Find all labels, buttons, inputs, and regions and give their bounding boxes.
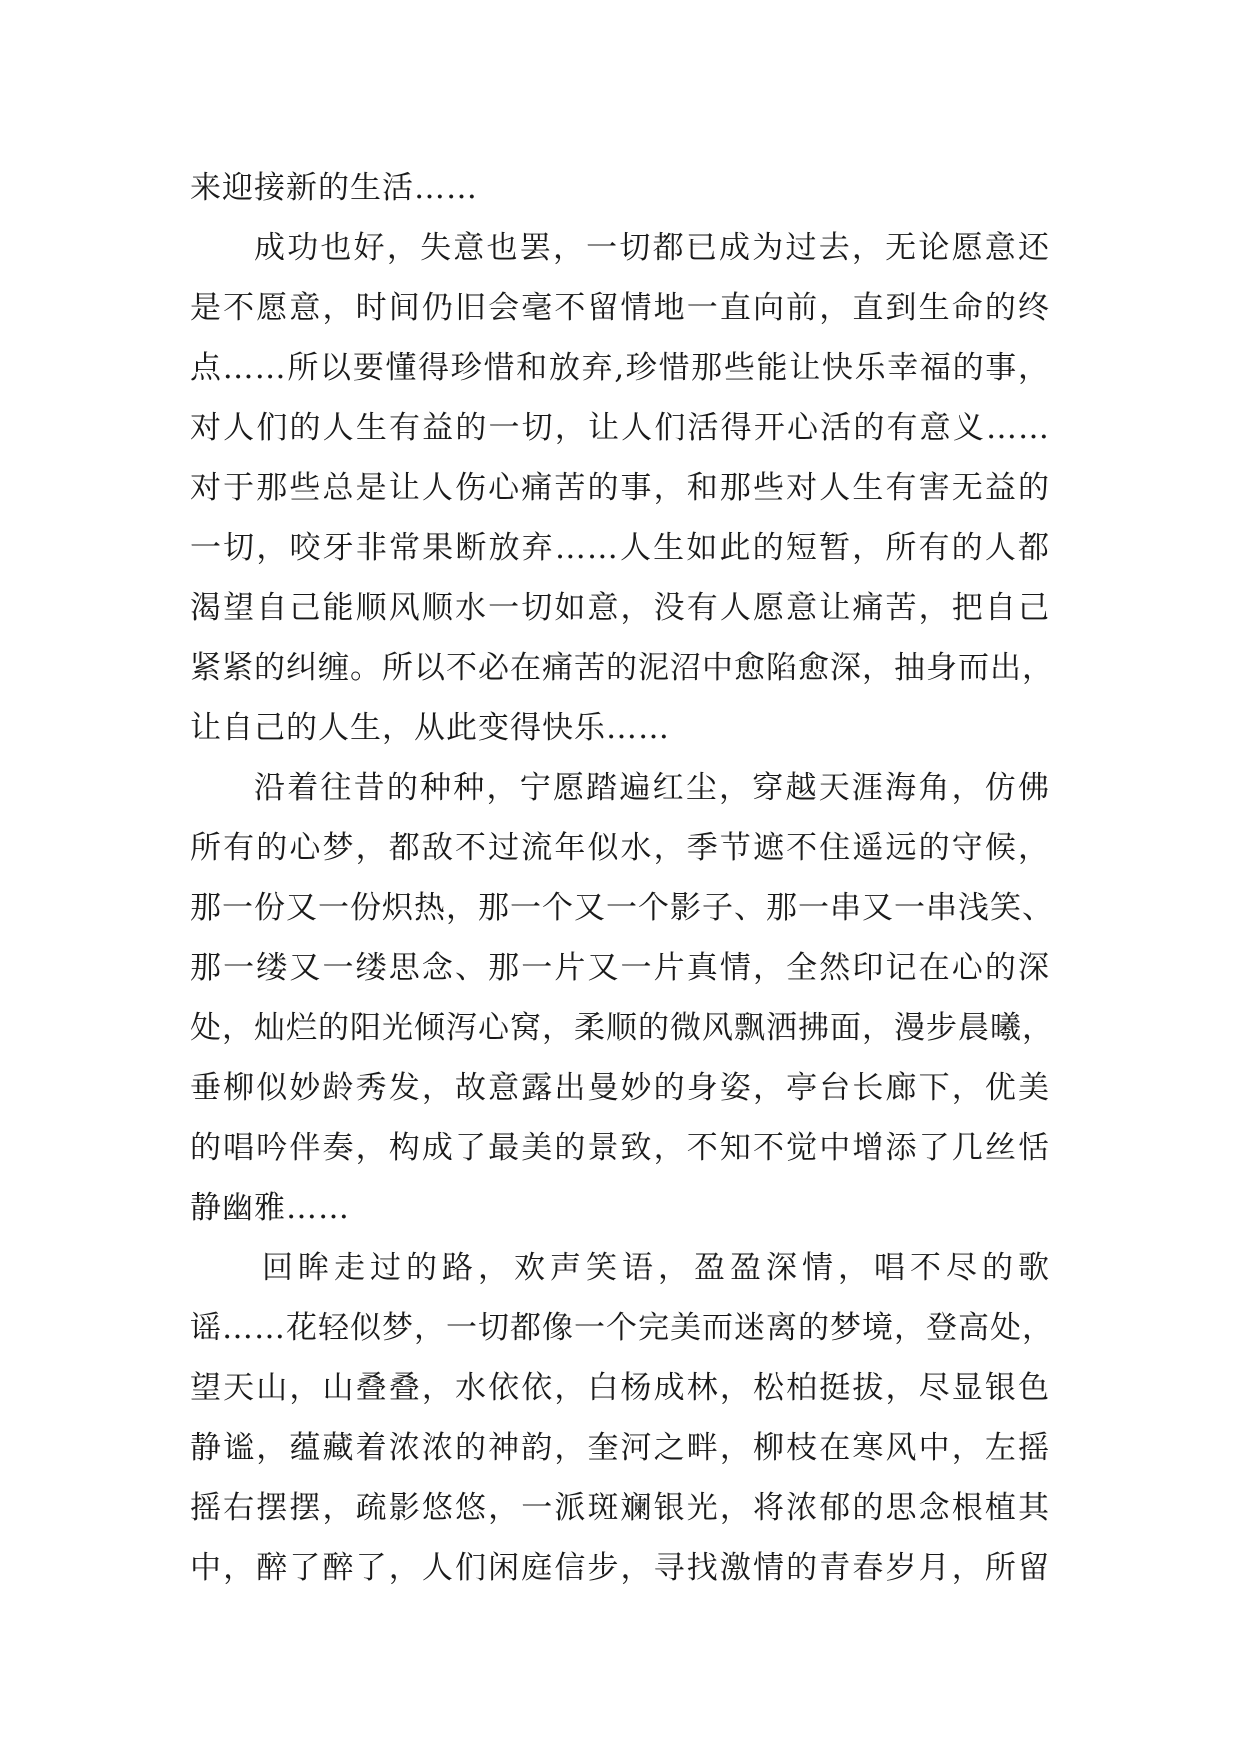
- text-line: 的唱吟伴奏，构成了最美的景致，不知不觉中增添了几丝恬: [190, 1130, 1050, 1166]
- text-line: 谣……花轻似梦，一切都像一个完美而迷离的梦境，登高处，: [190, 1310, 1054, 1346]
- document-body: [190, 158, 1054, 1598]
- text-line: 点……所以要懂得珍惜和放弃,珍惜那些能让快乐幸福的事，: [190, 350, 1050, 386]
- text-line: 处，灿烂的阳光倾泻心窝，柔顺的微风飘洒拂面，漫步晨曦，: [190, 1010, 1054, 1046]
- text-line: 让自己的人生，从此变得快乐……: [190, 710, 670, 746]
- text-line: 来迎接新的生活……: [190, 170, 478, 206]
- paragraph-3: [190, 758, 1054, 1238]
- text-line: 垂柳似妙龄秀发，故意露出曼妙的身姿，亭台长廊下，优美: [190, 1070, 1050, 1106]
- text-line: 对于那些总是让人伤心痛苦的事，和那些对人生有害无益的: [190, 470, 1050, 506]
- text-line: 所有的心梦，都敌不过流年似水，季节遮不住遥远的守候，: [190, 830, 1050, 866]
- text-line: 对人们的人生有益的一切，让人们活得开心活的有意义……: [190, 410, 1050, 446]
- text-line: 成功也好，失意也罢，一切都已成为过去，无论愿意还: [254, 230, 1050, 266]
- text-line: 那一份又一份炽热，那一个又一个影子、那一串又一串浅笑、: [190, 890, 1054, 926]
- text-line: 紧紧的纠缠。所以不必在痛苦的泥沼中愈陷愈深，抽身而出，: [190, 650, 1054, 686]
- text-line: 是不愿意，时间仍旧会毫不留情地一直向前，直到生命的终: [190, 290, 1050, 326]
- text-line: 静谧，蕴藏着浓浓的神韵，奎河之畔，柳枝在寒风中，左摇: [190, 1430, 1050, 1466]
- text-line: 中，醉了醉了，人们闲庭信步，寻找激情的青春岁月，所留: [190, 1550, 1050, 1586]
- text-line: 摇右摆摆，疏影悠悠，一派斑斓银光，将浓郁的思念根植其: [190, 1490, 1050, 1526]
- text-line: 望天山，山叠叠，水依依，白杨成林，松柏挺拔，尽显银色: [190, 1370, 1050, 1406]
- text-line: 渴望自己能顺风顺水一切如意，没有人愿意让痛苦，把自己: [190, 590, 1050, 626]
- text-line: 那一缕又一缕思念、那一片又一片真情，全然印记在心的深: [190, 950, 1050, 986]
- paragraph-4: [190, 1238, 1054, 1598]
- paragraph-2: [190, 218, 1054, 758]
- text-line: 回眸走过的路，欢声笑语，盈盈深情，唱不尽的歌: [262, 1250, 1050, 1286]
- paragraph-1: [190, 158, 1050, 218]
- text-line: 沿着往昔的种种，宁愿踏遍红尘，穿越天涯海角，仿佛: [254, 770, 1050, 806]
- text-line: 静幽雅……: [190, 1190, 350, 1226]
- text-line: 一切，咬牙非常果断放弃……人生如此的短暂，所有的人都: [190, 530, 1050, 566]
